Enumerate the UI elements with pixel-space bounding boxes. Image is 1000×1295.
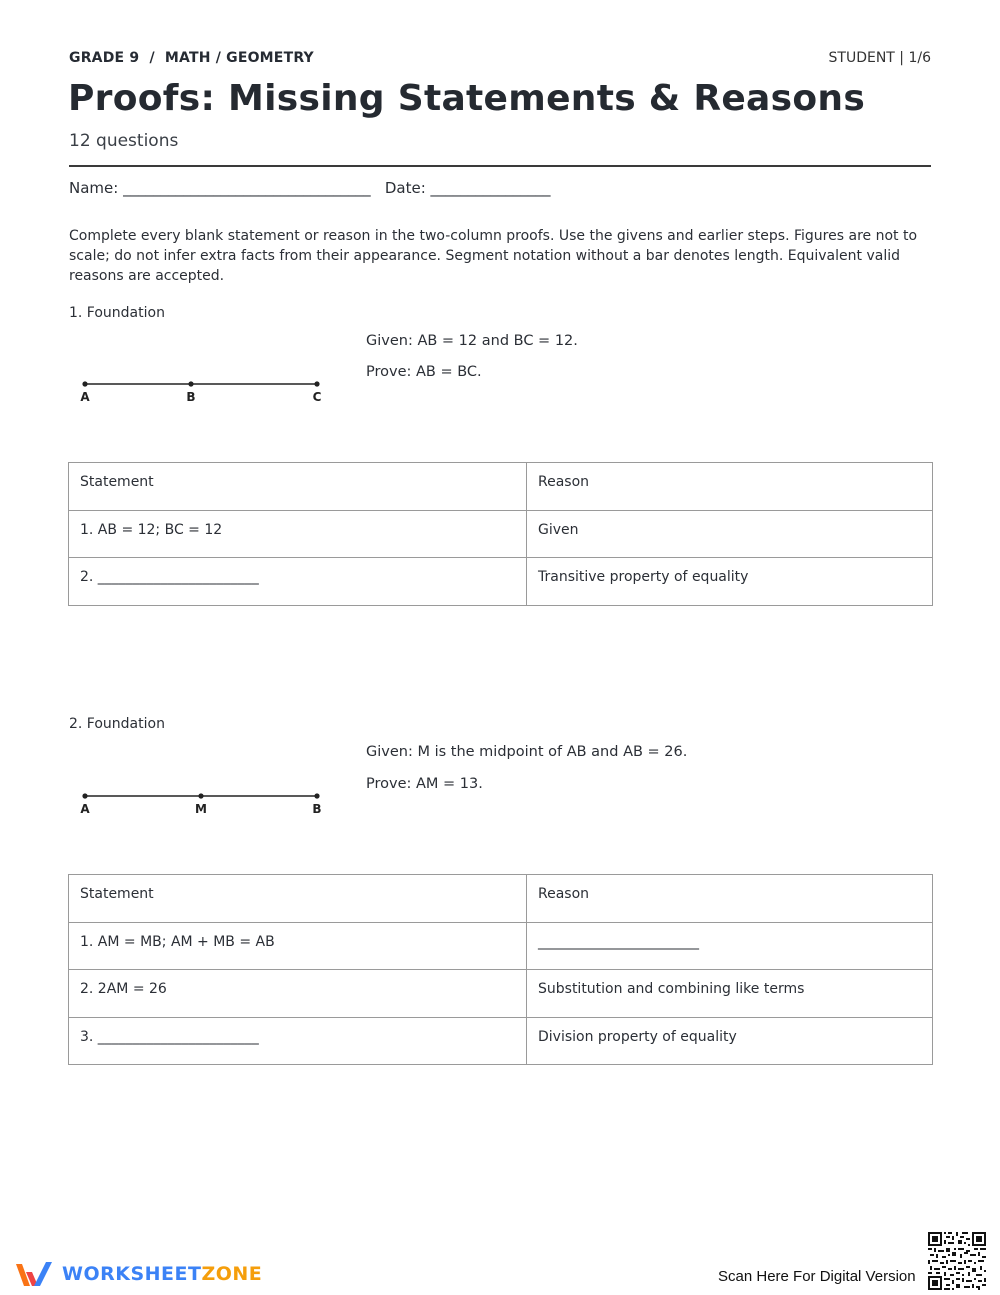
point-dot [82,381,87,386]
table-row [69,922,933,970]
header-divider [69,165,931,167]
point-dot [188,381,193,386]
statement-header: Statement [69,875,527,923]
point-dot [314,793,319,798]
statement-blank[interactable]: 3. _______________________ [69,1017,527,1065]
question-1-prove: Prove: AB = BC. [366,364,482,380]
table-header-row [69,875,933,923]
instructions: Complete every blank statement or reason in the two-column proofs. Use the givens and earlier steps. Figures are not to scale; do not infer extra facts from their appearance. Segment notation without a bar denotes length. Equivalent valid reasons are accepted. [69,228,918,284]
reason-cell: Division property of equality [527,1017,933,1065]
table-row [69,1017,933,1065]
reason-blank[interactable]: _______________________ [527,922,933,970]
reason-cell: Transitive property of equality [527,558,933,606]
name-date-fields: Name: _________________________________ Date: ________________ [69,179,551,197]
reason-header: Reason [527,463,933,511]
point-label: C [312,390,322,404]
statement-cell: 2. 2AM = 26 [69,970,527,1018]
table-row [69,970,933,1018]
worksheetzone-logo[interactable] [14,1258,263,1290]
logo-word-worksheet: WORKSHEET [62,1263,202,1285]
question-2-title: 2. Foundation [69,716,165,732]
logo-wordmark [62,1263,262,1285]
logo-word-zone: ZONE [201,1263,263,1285]
table-row [69,510,933,558]
point-dot [198,793,203,798]
breadcrumb: GRADE 9 / MATH / GEOMETRY [69,50,314,66]
point-label: B [312,802,322,816]
question-2-prove: Prove: AM = 13. [366,776,483,792]
table-header-row [69,463,933,511]
statement-blank[interactable]: 2. _______________________ [69,558,527,606]
statement-header: Statement [69,463,527,511]
question-2-given: Given: M is the midpoint of AB and AB = 26. [366,744,688,760]
reason-cell: Substitution and combining like terms [527,970,933,1018]
reason-header: Reason [527,875,933,923]
question-2-proof-table [68,874,933,1065]
question-2-segment-figure [70,788,340,828]
worksheetzone-logo-icon [14,1258,58,1290]
question-count: 12 questions [69,131,179,151]
statement-cell: 1. AM = MB; AM + MB = AB [69,922,527,970]
page-indicator: STUDENT | 1/6 [828,50,931,66]
question-1-proof-table [68,462,933,606]
point-label: M [195,802,207,816]
scan-here-text: Scan Here For Digital Version [718,1268,916,1285]
point-label: A [80,802,90,816]
header-top [69,50,931,70]
qr-code-icon[interactable] [928,1232,986,1290]
page-title: Proofs: Missing Statements & Reasons [68,78,866,119]
point-label: A [80,390,90,404]
point-dot [314,381,319,386]
reason-cell: Given [527,510,933,558]
point-dot [82,793,87,798]
question-1-given: Given: AB = 12 and BC = 12. [366,333,578,349]
table-row [69,558,933,606]
statement-cell: 1. AB = 12; BC = 12 [69,510,527,558]
question-1-segment-figure [70,376,340,416]
question-1-title: 1. Foundation [69,305,165,321]
point-label: B [186,390,196,404]
